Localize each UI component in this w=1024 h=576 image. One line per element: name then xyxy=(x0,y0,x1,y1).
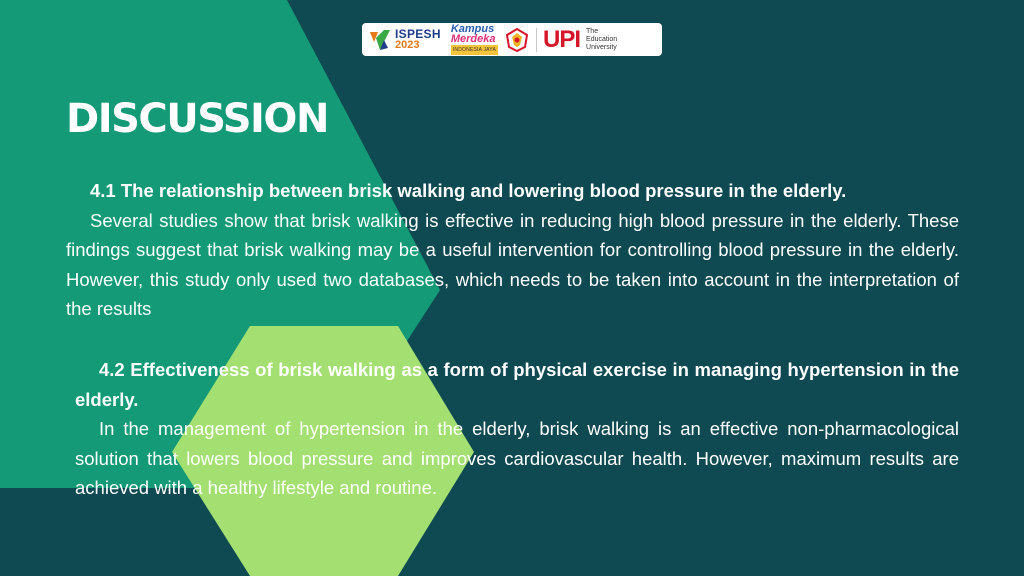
section-4-2 xyxy=(75,355,959,503)
kampus-bottom: Merdeka xyxy=(450,33,496,45)
ispesh-mark-icon xyxy=(368,28,392,52)
upi-logo: UPI xyxy=(543,25,581,53)
upi-line-2: Education xyxy=(586,35,618,43)
ispesh-logo xyxy=(368,28,441,52)
ispesh-text xyxy=(395,26,441,51)
section-4-1 xyxy=(66,176,959,324)
kampus-top: Kampus xyxy=(450,23,495,35)
logo-divider xyxy=(536,28,537,52)
kampus-strip: INDONESIA JAYA xyxy=(452,47,497,53)
ispesh-year: 2023 xyxy=(395,38,420,51)
section-heading: 4.2 Effectiveness of brisk walking as a form of physical exercise in managing hypertension in the elderly. xyxy=(75,359,959,410)
upi-subtitle xyxy=(586,28,617,52)
section-body: Several studies show that brisk walking is effective in reducing high blood pressure in the elderly. These findings suggest that brisk walking may be a useful intervention for controlling blood pressure in the elderly. However, this study only used two databases, which needs to be taken into account in the interpretation of the results xyxy=(66,209,959,319)
ispesh-name: ISPESH xyxy=(395,26,441,41)
kampus-merdeka-logo xyxy=(451,24,498,55)
section-body: In the management of hypertension in the elderly, brisk walking is an effective non-pharmacological solution that lowers blood pressure and improves cardiovascular health. However, maximum results are achieved with a healthy lifestyle and routine. xyxy=(75,418,959,498)
page-title: DISCUSSION xyxy=(66,96,328,142)
university-emblem-icon xyxy=(504,27,530,53)
section-heading: 4.1 The relationship between brisk walking and lowering blood pressure in the elderly. xyxy=(90,180,847,201)
logo-bar xyxy=(362,23,662,56)
upi-line-3: University xyxy=(586,43,617,51)
upi-line-1: The xyxy=(586,27,599,35)
